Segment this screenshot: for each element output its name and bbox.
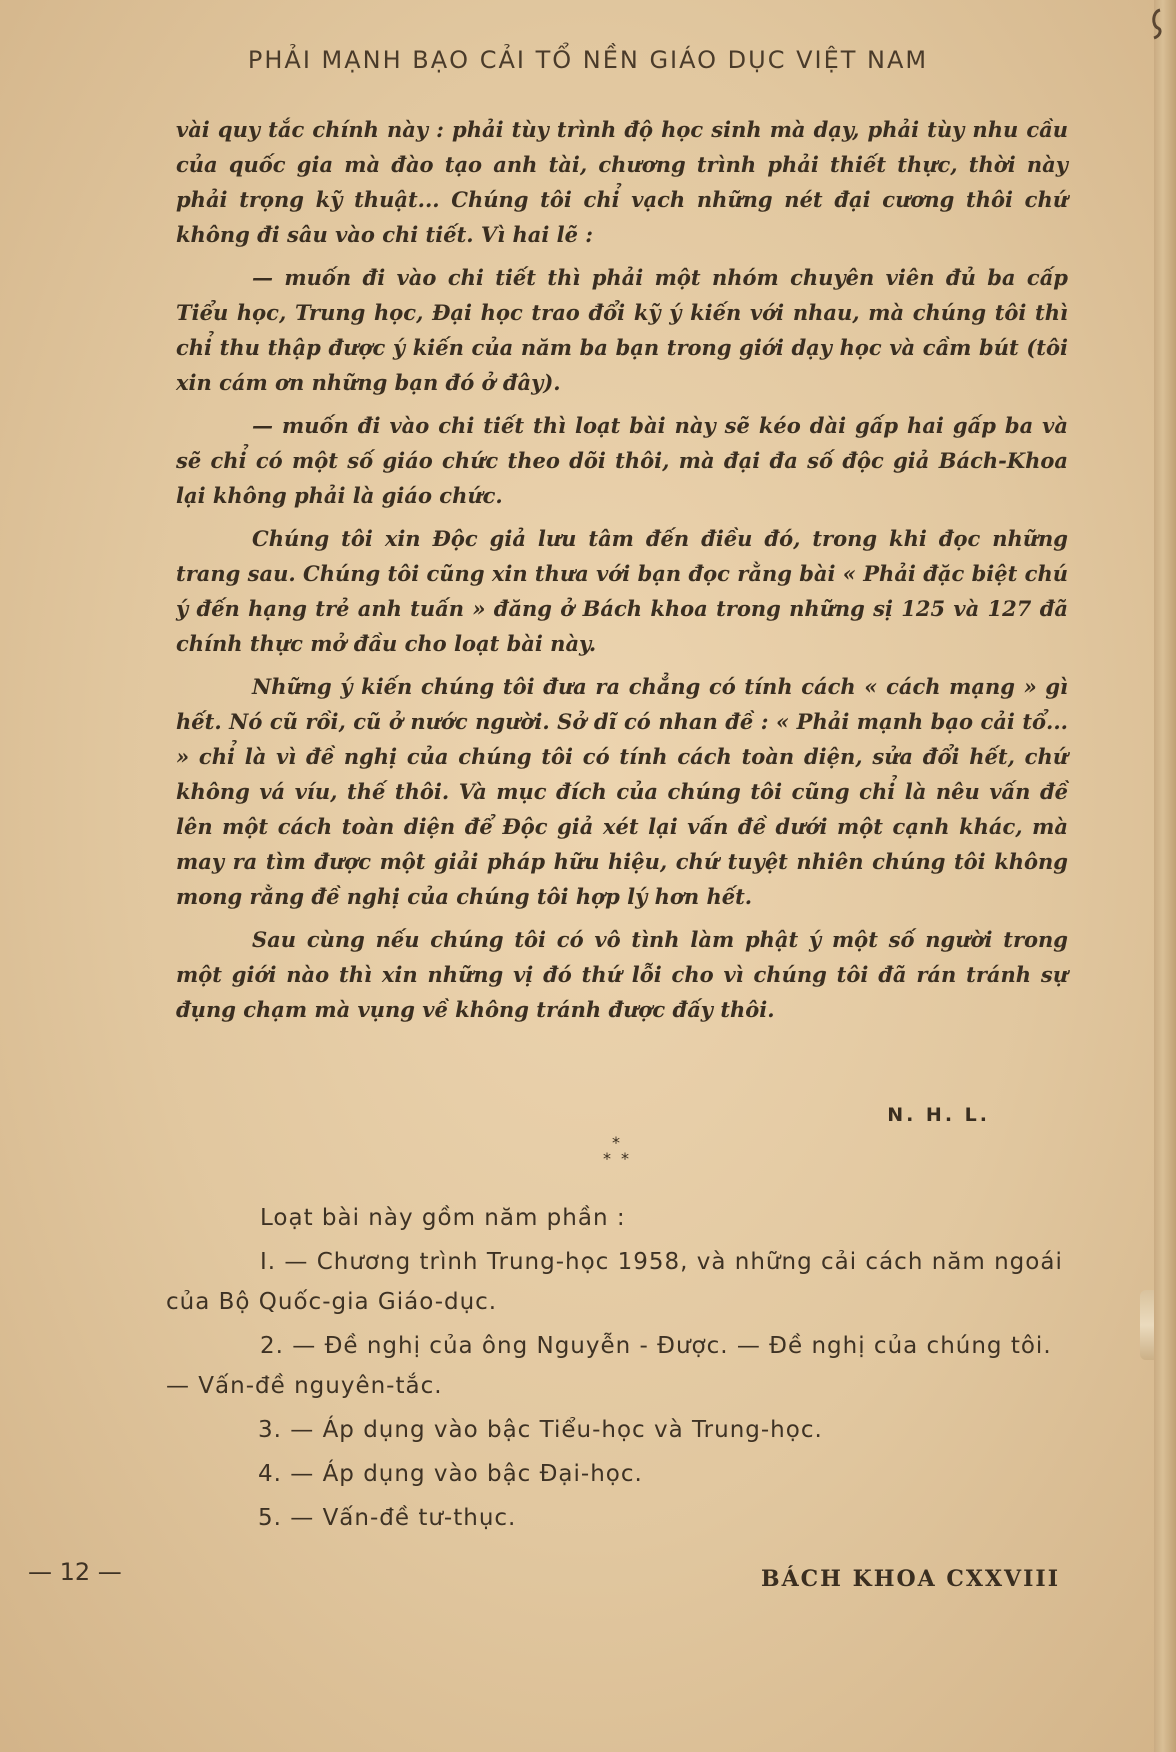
outline-intro: Loạt bài này gồm năm phần : [260, 1205, 626, 1231]
outline-item: 4. — Áp dụng vào bậc Đại-học. [258, 1461, 643, 1487]
svg-text:*: * [603, 1149, 611, 1168]
corner-ink-mark [1146, 6, 1168, 42]
running-head: PHẢI MẠNH BẠO CẢI TỔ NỀN GIÁO DỤC VIỆT NAM [247, 46, 929, 74]
outline-item: 5. — Vấn-đề tư-thục. [258, 1505, 517, 1531]
paragraph: vài quy tắc chính này : phải tùy trình độ học sinh mà dạy, phải tùy nhu cầu của quốc gia mà đào tạo anh tài, chương trình phải thiết thực, thời này phải trọng kỹ thuật... Chúng tôi chỉ vạch những nét đại cương thôi chứ không đi sâu vào chi tiết. Vì hai lẽ : [176, 117, 1068, 247]
outline-item: 3. — Áp dụng vào bậc Tiểu-học và Trung-học. [258, 1417, 823, 1443]
article-body [176, 112, 1068, 1035]
author-signature: N. H. L. [887, 1104, 990, 1126]
footer-title: BÁCH KHOA CXXVIII [760, 1566, 1060, 1592]
paragraph: — muốn đi vào chi tiết thì loạt bài này sẽ kéo dài gấp hai gấp ba và sẽ chỉ có một số giáo chức theo dõi thôi, mà đại đa số độc giả Bách-Khoa lại không phải là giáo chức. [176, 413, 1068, 508]
page-number: — 12 — [28, 1558, 122, 1586]
paragraph: — muốn đi vào chi tiết thì phải một nhóm chuyên viên đủ ba cấp Tiểu học, Trung học, Đại học trao đổi kỹ ý kiến với nhau, mà chúng tôi thì chỉ thu thập được ý kiến của năm ba bạn trong giới dạy học và cầm bút (tôi xin cám ơn những bạn đó ở đây). [176, 265, 1068, 395]
page-tab-mark [1140, 1290, 1154, 1360]
outline-item: 2. — Đề nghị của ông Nguyễn - Được. — Đề nghị của chúng tôi. — Vấn-đề nguyên-tắc. [166, 1333, 1052, 1399]
asterism-icon [596, 1132, 636, 1172]
series-outline [166, 1198, 1066, 1538]
paragraph: Sau cùng nếu chúng tôi có vô tình làm phật ý một số người trong một giới nào thì xin những vị đó thứ lỗi cho vì chúng tôi đã rán tránh sự đụng chạm mà vụng về không tránh được đấy thôi. [176, 927, 1068, 1022]
outline-item: I. — Chương trình Trung-học 1958, và những cải cách năm ngoái của Bộ Quốc-gia Giáo-dục. [166, 1249, 1063, 1315]
paragraph: Chúng tôi xin Độc giả lưu tâm đến điều đó, trong khi đọc những trang sau. Chúng tôi cũng xin thưa với bạn đọc rằng bài « Phải đặc biệt chú ý đến hạng trẻ anh tuấn » đăng ở Bách khoa trong những sị 125 và 127 đã chính thực mở đầu cho loạt bài này. [176, 526, 1068, 656]
svg-text:*: * [612, 1133, 620, 1152]
page-edge-shadow [1154, 0, 1176, 1752]
paragraph: Những ý kiến chúng tôi đưa ra chẳng có tính cách « cách mạng » gì hết. Nó cũ rồi, cũ ở nước người. Sở dĩ có nhan đề : « Phải mạnh bạo cải tổ... » chỉ là vì đề nghị của chúng tôi có tính cách toàn diện, sửa đổi hết, chứ không vá víu, thế thôi. Và mục đích của chúng tôi cũng chỉ là nêu vấn đề lên một cách toàn diện để Độc giả xét lại vấn đề dưới một cạnh khác, mà may ra tìm được một giải pháp hữu hiệu, chứ tuyệt nhiên chúng tôi không mong rằng đề nghị của chúng tôi hợp lý hơn hết. [176, 674, 1068, 909]
svg-text:*: * [621, 1149, 629, 1168]
